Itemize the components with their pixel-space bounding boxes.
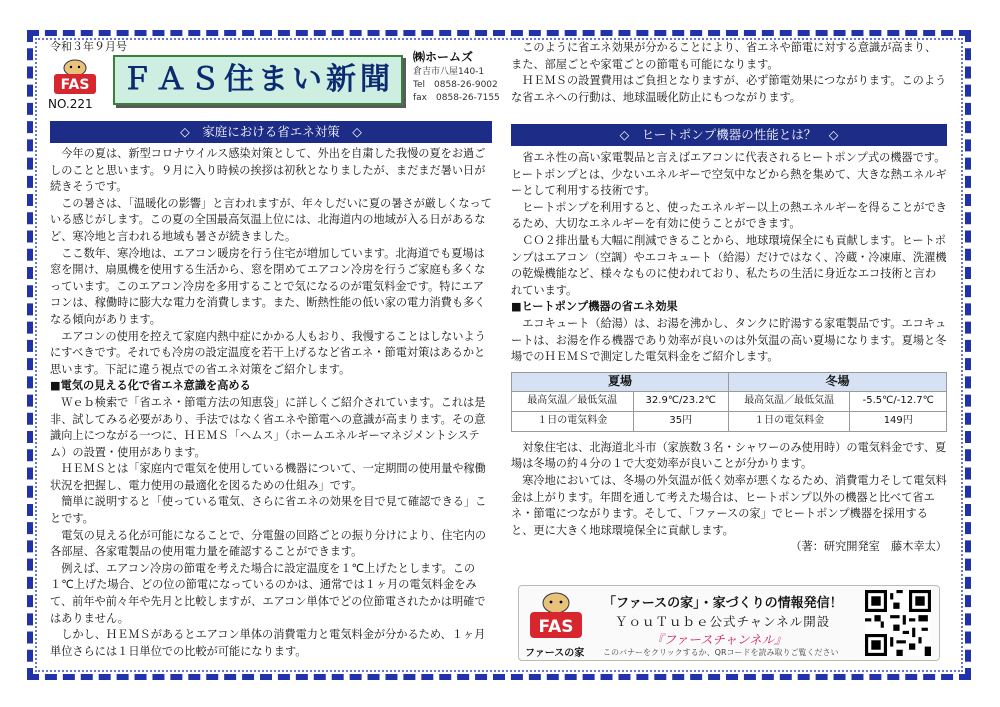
- paragraph: Ｗｅｂ検索で「省エネ・節電方法の知恵袋」に詳しくご紹介されています。これは是非、試してみる必要があり、手法ではなく省エネや節電への意識が高まります。その意識向上につながる一つに、ＨＥＭＳ「ヘムス」（ホームエネルギーマネジメントシステム）の設置・使用があります。: [50, 395, 486, 459]
- winter-cost: 149円: [850, 411, 947, 431]
- banner-note: このバナーをクリックするか、QRコードを読み取りご覧ください: [603, 648, 839, 657]
- subheading: ■電気の見える化で省エネ意識を高める: [50, 379, 251, 393]
- right-column: [511, 150, 947, 556]
- qr-code-icon[interactable]: [865, 590, 931, 656]
- paragraph: ＨＥＭＳとは「家庭内で電気を使用している機器について、一定期間の使用量や稼働状況を把握し、電力使用の最適化を図るための仕組み」です。: [50, 462, 486, 492]
- subheading: ■ヒートポンプ機器の省エネ効果: [511, 300, 678, 314]
- paragraph: ＨＥＭＳの設置費用はご負担となりますが、必ず節電効果につながります。このような省エネへの行動は、地球温暖化防止にもつながります。: [511, 74, 947, 104]
- section-heading-left: ◇ 家庭における省エネ対策 ◇: [50, 121, 492, 143]
- row-label: 最高気温／最低気温: [512, 391, 634, 411]
- company-address: [413, 66, 500, 105]
- electricity-cost-table: [511, 372, 947, 432]
- winter-temp: -5.5℃/-12.7℃: [850, 391, 947, 411]
- paragraph: このように省エネ効果が分かることにより、省エネや節電に対する意識が高まり、また、部屋ごとや家電ごとの節電も可能になります。: [511, 41, 937, 71]
- banner-headline: 「ファースの家」・家づくりの情報発信！: [603, 596, 843, 611]
- newsletter-title: ＦＡＳ住まい新聞: [113, 55, 403, 105]
- svg-text:FAS: FAS: [60, 77, 90, 93]
- paragraph: ここ数年、寒冷地は、エアコン暖房を行う住宅が増加しています。北海道でも夏場は窓を開け、扇風機を使用する生活から、窓を閉めてエアコン冷房を行うご家庭も多くなっています。このエアコン冷房を多用することで気になるのが電気料金です。特にエアコンは、稼働時に膨大な電力を消費します。また、断熱性能の低い家の電力消費も多くなる傾向があります。: [50, 246, 486, 326]
- section-heading-right: ◇ ヒートポンプ機器の性能とは？ ◇: [511, 124, 947, 146]
- author-credit: （著：研究開発室 藤木幸太）: [790, 540, 947, 554]
- company-name: ㈱ホームズ: [413, 50, 474, 64]
- fax: fax 0858-26-7155: [413, 93, 500, 103]
- paragraph: 省エネ性の高い家電製品と言えばエアコンに代表されるヒートポンプ式の機器です。ヒートポンプとは、少ないエネルギーで空気中などから熱を集めて、大きな熱エネルギーとして利用する技術です。: [511, 151, 947, 198]
- svg-text:FAS: FAS: [538, 617, 574, 637]
- summer-cost: 35円: [633, 411, 728, 431]
- issue-date: 令和３年９月号: [50, 40, 127, 53]
- right-column-top: [511, 40, 947, 106]
- issue-number: NO.221: [48, 97, 93, 111]
- paragraph: この暑さは、「温暖化の影響」と言われますが、年々しだいに夏の暑さが厳しくなっている感じがします。この夏の全国最高気温上位には、北海道内の地域が入る日があるなど、寒冷地と言われる地域も暑さが続きました。: [50, 196, 492, 243]
- tel: Tel 0858-26-9002: [413, 80, 498, 90]
- paragraph: エコキュート（給湯）は、お湯を沸かし、タンクに貯湯する家電製品です。エコキュートは、お湯を作る機器であり効率が良いのは外気温の高い夏場になります。夏場と冬場でのＨＥＭＳで測定した電気料金をご紹介します。: [511, 316, 947, 364]
- paragraph: 電気の見える化が可能になることで、分電盤の回路ごとの振り分けにより、住宅内の各部屋、各家電製品の使用電力量を確認することができます。: [50, 528, 487, 559]
- row-label: １日の電気料金: [728, 411, 850, 431]
- paragraph: ヒートポンプを利用すると、使ったエネルギー以上の熱エネルギーを得ることができるため、大切なエネルギーを有効に使うことができます。: [511, 200, 947, 231]
- fas-house-logo: [527, 590, 585, 640]
- left-column: [50, 146, 492, 660]
- paragraph: 寒冷地においては、冬場の外気温が低く効率が悪くなるため、消費電力そして電気料金は上がります。年間を通して考えた場合は、ヒートポンプ以外の機器と比べて省エネ・節電につながります。そして、「ファースの家」でヒートポンプ機器を採用すると、更に大きく地球環境保全に貢献します。: [511, 473, 947, 537]
- paragraph: 例えば、エアコン冷房の節電を考えた場合に設定温度を１℃上げたとします。この１℃上げた場合、どの位の節電になっているのかは、通常では１ヶ月の電気料金をみて、前年や前々年や先月と比較しますが、エアコン単体でどの位節電されたかは明確ではありません。: [50, 561, 486, 625]
- address: 倉吉市八屋140-1: [413, 67, 485, 77]
- paragraph: 簡単に説明すると「使っている電気、さらに省エネの効果を目で見て確認できる」ことです。: [50, 495, 487, 526]
- paragraph: ＣＯ２排出量も大幅に削減できることから、地球環境保全にも貢献します。ヒートポンプはエアコン（空調）やエコキュート（給湯）だけではなく、冷蔵・冷凍庫、洗濯機の乾燥機能など、様々なものに使われており、私たちの生活に身近なエコ技術と言われています。: [511, 233, 947, 297]
- paragraph: 対象住宅は、北海道北斗市（家族数３名・シャワーのみ使用時）の電気料金です、夏場は冬場の約４分の１で大変効率が良いことが分かります。: [511, 440, 947, 471]
- winter-header: 冬場: [728, 372, 946, 391]
- paragraph: 今年の夏は、新型コロナウイルス感染対策として、外出を自粛した我慢の夏をお過ごしのことと思います。９月に入り時候の挨拶は初秋となりましたが、まだまだ暑い日が続きそうです。: [50, 147, 486, 194]
- summer-temp: 32.9℃/23.2℃: [633, 391, 728, 411]
- paragraph: エアコンの使用を控えて家庭内熱中症にかかる人もおり、我慢することはしないようにすべきです。それでも冷房の設定温度を若干上げるなど省エネ・節電対策はあるかと思います。下記に違う視点での省エネ対策をご紹介します。: [50, 329, 486, 376]
- summer-header: 夏場: [512, 372, 729, 391]
- logo-caption: ファースの家: [525, 648, 585, 659]
- youtube-text: ＹｏｕＴｕｂｅ公式チャンネル開設: [615, 614, 831, 629]
- row-label: 最高気温／最低気温: [728, 391, 850, 411]
- row-label: １日の電気料金: [512, 411, 634, 431]
- channel-name[interactable]: 『ファースチャンネル』: [651, 632, 787, 647]
- fas-logo: [52, 58, 98, 96]
- youtube-banner[interactable]: [518, 585, 940, 661]
- paragraph: しかし、ＨＥＭＳがあるとエアコン単体の消費電力と電気料金が分かるため、１ヶ月単位さらには１日単位での比較が可能になります。: [50, 628, 486, 658]
